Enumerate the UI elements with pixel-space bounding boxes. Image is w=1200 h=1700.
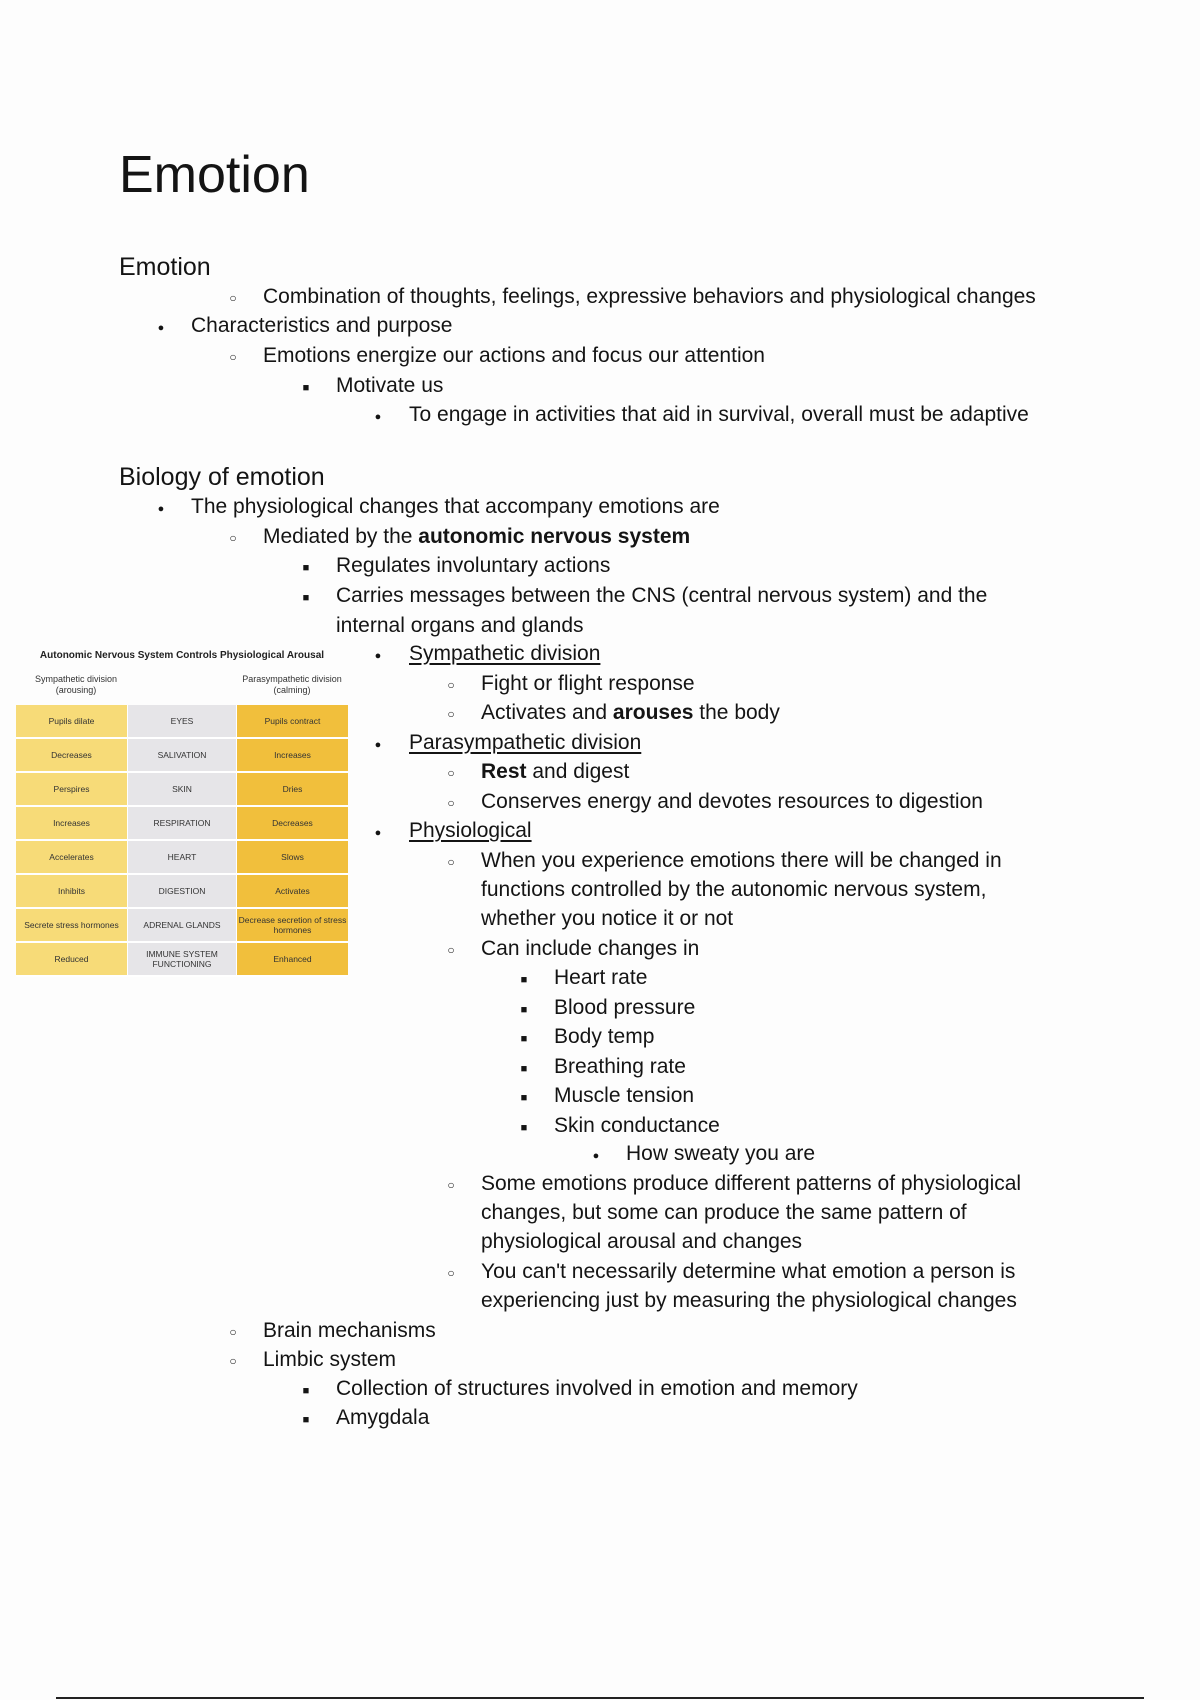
bullet [441,1171,461,1198]
section-heading-emotion: Emotion [119,253,211,281]
list-item: Motivate us [336,374,444,397]
bullet [514,1024,534,1052]
cell-organ: SKIN [127,773,237,807]
list-item: You can't necessarily determine what emotion a person is [481,1260,1016,1283]
cell-parasympathetic: Activates [237,875,348,909]
list-item: Regulates involuntary actions [336,554,611,577]
bullet [368,641,388,669]
bullet [514,995,534,1023]
bullet [368,402,388,430]
table-row [16,773,348,807]
list-item: Breathing rate [554,1055,686,1078]
bullet [514,1083,534,1111]
list-item: Blood pressure [554,996,696,1019]
ans-arousal-table [16,650,348,980]
cell-sympathetic: Perspires [16,773,127,807]
table-row [16,807,348,841]
list-item: Fight or flight response [481,672,695,695]
cell-organ: ADRENAL GLANDS [127,909,237,943]
list-item: Skin conductance [554,1114,720,1137]
cell-sympathetic: Accelerates [16,841,127,875]
list-item: Combination of thoughts, feelings, expressive behaviors and physiological changes [263,285,1036,308]
list-item-continuation: functions controlled by the autonomic nervous system, [481,878,987,901]
bullet [223,284,243,311]
cell-parasympathetic: Enhanced [237,943,348,977]
bullet [441,1259,461,1286]
cell-sympathetic: Increases [16,807,127,841]
cell-parasympathetic: Dries [237,773,348,807]
table-title: Autonomic Nervous System Controls Physiological Arousal [39,650,325,661]
bullet [296,583,316,611]
cell-organ: IMMUNE SYSTEM FUNCTIONING [127,943,237,977]
table-row [16,909,348,943]
bullet [223,1318,243,1345]
bullet [586,1141,606,1169]
bullet [441,700,461,727]
cell-sympathetic: Secrete stress hormones [16,909,127,943]
bullet [296,1405,316,1433]
list-item: Muscle tension [554,1084,695,1107]
table-row [16,705,348,739]
bullet [151,313,171,341]
list-item-continuation: whether you notice it or not [481,907,734,930]
bullet [296,373,316,401]
page-title: Emotion [119,146,310,204]
cell-parasympathetic: Decrease secretion of stress hormones [237,909,348,943]
bullet [368,730,388,758]
bullet [441,848,461,875]
section-heading-biology: Biology of emotion [119,463,325,491]
cell-parasympathetic: Decreases [237,807,348,841]
bullet [223,524,243,551]
list-item: Some emotions produce different patterns of physiological [481,1172,1022,1195]
bullet [296,1376,316,1404]
subheading-parasympathetic: Parasympathetic division [409,731,642,754]
table-row [16,739,348,773]
cell-sympathetic: Pupils dilate [16,705,127,739]
list-item: To engage in activities that aid in survival, overall must be adaptive [409,403,1029,426]
bullet [514,1054,534,1082]
list-item: Characteristics and purpose [191,314,453,337]
list-item: Brain mechanisms [263,1319,436,1342]
bullet [296,553,316,581]
list-item-continuation: internal organs and glands [336,614,584,637]
list-item: Can include changes in [481,937,700,960]
list-item: When you experience emotions there will be changed in [481,849,1002,872]
table-header-sympathetic: Sympathetic division (arousing) [34,674,118,695]
list-item-continuation: experiencing just by measuring the physiological changes [481,1289,1017,1312]
list-item: Body temp [554,1025,655,1048]
page-bottom-rule [56,1697,1144,1699]
list-item: Activates and arouses the body [481,701,780,724]
bullet [514,1113,534,1141]
list-item: The physiological changes that accompany emotions are [191,495,720,518]
list-item: Mediated by the autonomic nervous system [263,525,691,548]
list-item: Heart rate [554,966,648,989]
cell-organ: DIGESTION [127,875,237,909]
list-item: Carries messages between the CNS (central nervous system) and the [336,584,988,607]
bullet [441,671,461,698]
table-row [16,841,348,875]
list-item: How sweaty you are [626,1142,816,1165]
cell-parasympathetic: Increases [237,739,348,773]
bullet [223,343,243,370]
cell-sympathetic: Reduced [16,943,127,977]
list-item: Limbic system [263,1348,397,1371]
bullet [441,936,461,963]
list-item-continuation: physiological arousal and changes [481,1230,803,1253]
subheading-sympathetic: Sympathetic division [409,642,601,665]
bullet [514,965,534,993]
bullet [441,759,461,786]
table-header-parasympathetic: Parasympathetic division (calming) [242,674,342,695]
bullet [151,494,171,522]
table-row [16,943,348,977]
list-item-continuation: changes, but some can produce the same pattern of [481,1201,967,1224]
cell-sympathetic: Inhibits [16,875,127,909]
list-item: Rest and digest [481,760,630,783]
bullet [368,818,388,846]
bullet [223,1347,243,1374]
cell-parasympathetic: Pupils contract [237,705,348,739]
cell-organ: RESPIRATION [127,807,237,841]
list-item: Amygdala [336,1406,430,1429]
list-item: Conserves energy and devotes resources to digestion [481,790,983,813]
cell-organ: SALIVATION [127,739,237,773]
table-grid [16,705,348,977]
cell-organ: HEART [127,841,237,875]
cell-parasympathetic: Slows [237,841,348,875]
list-item: Collection of structures involved in emotion and memory [336,1377,858,1400]
bullet [441,789,461,816]
cell-organ: EYES [127,705,237,739]
cell-sympathetic: Decreases [16,739,127,773]
table-row [16,875,348,909]
subheading-physiological: Physiological [409,819,532,842]
list-item: Emotions energize our actions and focus our attention [263,344,765,367]
